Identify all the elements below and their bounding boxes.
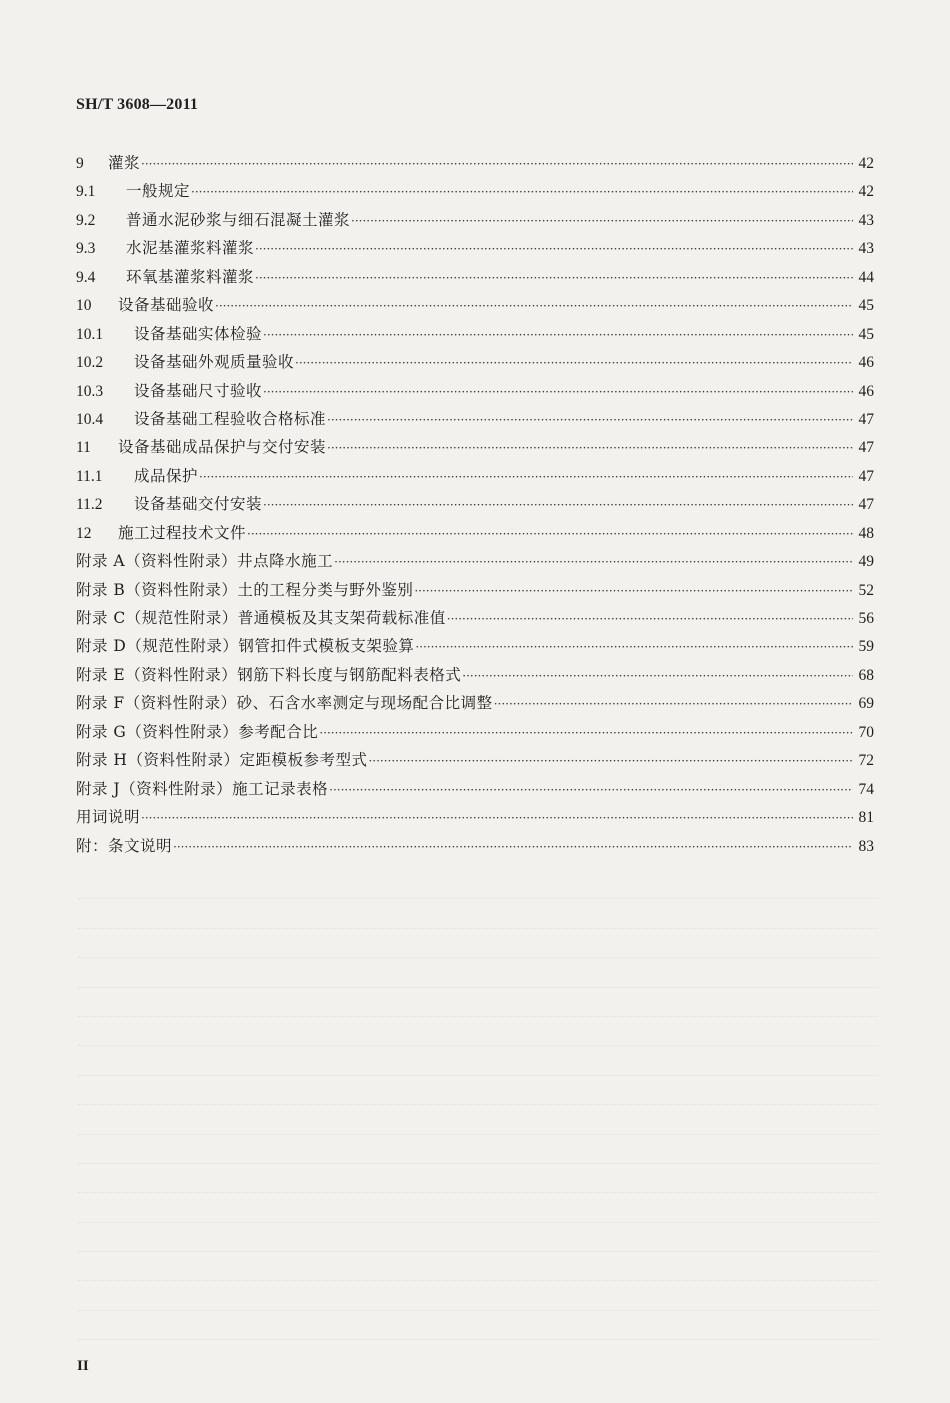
toc-entry[interactable] bbox=[76, 604, 874, 632]
toc-dot-leader bbox=[255, 235, 853, 263]
toc-entry[interactable] bbox=[76, 576, 874, 604]
toc-dot-leader bbox=[295, 349, 853, 377]
toc-entry-page: 48 bbox=[858, 524, 874, 542]
page-number: II bbox=[77, 1358, 89, 1374]
toc-entry-title: 附录 A（资料性附录）井点降水施工 bbox=[76, 552, 334, 571]
toc-entry-page: 46 bbox=[858, 382, 874, 400]
toc-dot-leader bbox=[334, 548, 853, 576]
toc-entry[interactable] bbox=[76, 433, 874, 461]
toc-entry[interactable] bbox=[76, 377, 874, 405]
toc-dot-leader bbox=[462, 662, 853, 690]
toc-entry-title: 一般规定 bbox=[126, 182, 191, 201]
toc-dot-leader bbox=[263, 321, 853, 349]
toc-entry[interactable] bbox=[76, 234, 874, 262]
toc-entry[interactable] bbox=[76, 177, 874, 205]
toc-entry-title: 设备基础成品保护与交付安装 bbox=[118, 438, 327, 457]
toc-entry-page: 47 bbox=[858, 496, 874, 514]
toc-entry[interactable] bbox=[76, 803, 874, 831]
toc-dot-leader bbox=[414, 577, 853, 605]
toc-entry-title: 设备基础外观质量验收 bbox=[134, 353, 295, 372]
toc-dot-leader bbox=[494, 690, 853, 718]
toc-entry-number: 9.3 bbox=[76, 240, 96, 258]
toc-dot-leader bbox=[263, 378, 853, 406]
toc-dot-leader bbox=[327, 406, 853, 434]
toc-entry[interactable] bbox=[76, 405, 874, 433]
toc-entry-number: 11.1 bbox=[76, 467, 103, 485]
toc-entry-page: 43 bbox=[858, 211, 874, 229]
toc-dot-leader bbox=[173, 833, 853, 861]
toc-entry-page: 72 bbox=[858, 752, 874, 770]
toc-entry-page: 74 bbox=[858, 780, 874, 798]
toc-entry[interactable] bbox=[76, 746, 874, 774]
toc-entry[interactable] bbox=[76, 206, 874, 234]
toc-entry-page: 47 bbox=[858, 410, 874, 428]
standard-code-header: SH/T 3608—2011 bbox=[76, 96, 199, 113]
toc-entry-page: 47 bbox=[858, 467, 874, 485]
table-of-contents bbox=[76, 149, 874, 860]
toc-entry-number: 9.4 bbox=[76, 268, 96, 286]
toc-entry-number: 9 bbox=[76, 155, 84, 172]
toc-entry[interactable] bbox=[76, 832, 874, 860]
toc-entry-number: 11 bbox=[76, 439, 91, 457]
toc-entry-page: 42 bbox=[858, 183, 874, 201]
toc-entry-title: 设备基础工程验收合格标准 bbox=[134, 409, 327, 428]
toc-dot-leader bbox=[141, 804, 853, 832]
toc-entry-title: 附录 C（规范性附录）普通模板及其支架荷载标准值 bbox=[76, 609, 446, 627]
toc-entry-page: 46 bbox=[858, 354, 874, 372]
toc-entry[interactable] bbox=[76, 291, 874, 319]
toc-entry[interactable] bbox=[76, 689, 874, 717]
toc-entry[interactable] bbox=[76, 519, 874, 547]
toc-entry-title: 附录 F（资料性附录）砂、石含水率测定与现场配合比调整 bbox=[76, 694, 493, 713]
toc-entry-number: 10.2 bbox=[76, 354, 104, 372]
toc-dot-leader bbox=[141, 150, 853, 178]
show-through-lines bbox=[78, 870, 878, 1330]
toc-entry-page: 49 bbox=[858, 553, 874, 571]
toc-entry[interactable] bbox=[76, 263, 874, 291]
toc-entry[interactable] bbox=[76, 490, 874, 518]
toc-entry[interactable] bbox=[76, 718, 874, 746]
toc-dot-leader bbox=[319, 719, 853, 747]
toc-entry-title: 施工过程技术文件 bbox=[118, 523, 247, 542]
toc-entry-page: 42 bbox=[858, 155, 874, 172]
toc-entry-number: 12 bbox=[76, 524, 92, 542]
toc-entry-number: 10.4 bbox=[76, 410, 104, 428]
toc-dot-leader bbox=[191, 178, 853, 206]
toc-entry-number: 9.2 bbox=[76, 211, 96, 229]
toc-dot-leader bbox=[368, 747, 853, 775]
toc-entry-title: 附录 D（规范性附录）钢管扣件式模板支架验算 bbox=[76, 637, 415, 656]
toc-entry-number: 10.3 bbox=[76, 382, 104, 400]
toc-entry-page: 44 bbox=[858, 268, 874, 286]
toc-entry-title: 附录 H（资料性附录）定距模板参考型式 bbox=[76, 751, 368, 770]
toc-entry-title: 环氧基灌浆料灌浆 bbox=[126, 267, 255, 286]
toc-entry[interactable] bbox=[76, 149, 874, 177]
toc-entry-title: 设备基础实体检验 bbox=[134, 324, 263, 343]
toc-entry-number: 10.1 bbox=[76, 325, 104, 343]
toc-entry[interactable] bbox=[76, 320, 874, 348]
toc-entry-page: 52 bbox=[858, 581, 874, 599]
toc-entry[interactable] bbox=[76, 348, 874, 376]
toc-entry[interactable] bbox=[76, 547, 874, 575]
toc-entry-title: 设备基础交付安装 bbox=[134, 495, 263, 514]
toc-dot-leader bbox=[255, 264, 853, 292]
toc-dot-leader bbox=[329, 776, 853, 804]
toc-dot-leader bbox=[351, 207, 853, 235]
toc-entry-title: 用词说明 bbox=[76, 808, 141, 827]
toc-dot-leader bbox=[415, 633, 853, 661]
toc-entry-title: 附录 E（资料性附录）钢筋下料长度与钢筋配料表格式 bbox=[76, 665, 462, 684]
toc-entry-page: 70 bbox=[858, 723, 874, 741]
toc-entry-page: 45 bbox=[858, 297, 874, 315]
toc-entry[interactable] bbox=[76, 632, 874, 660]
toc-entry-page: 47 bbox=[858, 439, 874, 457]
toc-entry-title: 附录 J（资料性附录）施工记录表格 bbox=[76, 779, 329, 798]
toc-entry-number: 11.2 bbox=[76, 496, 103, 514]
toc-entry-page: 81 bbox=[858, 809, 874, 827]
toc-dot-leader bbox=[215, 292, 853, 320]
toc-entry-page: 69 bbox=[858, 695, 874, 713]
toc-dot-leader bbox=[247, 520, 853, 548]
toc-dot-leader bbox=[199, 463, 853, 491]
toc-dot-leader bbox=[447, 605, 853, 633]
toc-entry-title: 设备基础尺寸验收 bbox=[134, 381, 263, 400]
toc-entry-title: 水泥基灌浆料灌浆 bbox=[126, 239, 255, 258]
toc-entry-page: 68 bbox=[858, 666, 874, 684]
toc-entry-title: 附：条文说明 bbox=[76, 836, 173, 855]
toc-entry-title: 灌浆 bbox=[108, 154, 141, 172]
toc-entry-title: 附录 B（资料性附录）土的工程分类与野外鉴别 bbox=[76, 580, 414, 599]
toc-entry-page: 59 bbox=[858, 638, 874, 656]
toc-entry-page: 83 bbox=[858, 837, 874, 855]
toc-entry-title: 附录 G（资料性附录）参考配合比 bbox=[76, 722, 319, 741]
toc-entry-title: 成品保护 bbox=[134, 466, 199, 485]
toc-entry-title: 设备基础验收 bbox=[118, 296, 215, 315]
toc-entry-number: 10 bbox=[76, 297, 92, 315]
toc-entry-page: 43 bbox=[858, 240, 874, 258]
toc-entry[interactable] bbox=[76, 661, 874, 689]
toc-entry[interactable] bbox=[76, 775, 874, 803]
toc-dot-leader bbox=[263, 491, 853, 519]
toc-entry-page: 45 bbox=[858, 325, 874, 343]
toc-entry[interactable] bbox=[76, 462, 874, 490]
toc-dot-leader bbox=[327, 434, 853, 462]
toc-entry-number: 9.1 bbox=[76, 183, 96, 201]
toc-entry-title: 普通水泥砂浆与细石混凝土灌浆 bbox=[126, 210, 351, 229]
toc-entry-page: 56 bbox=[858, 610, 874, 627]
